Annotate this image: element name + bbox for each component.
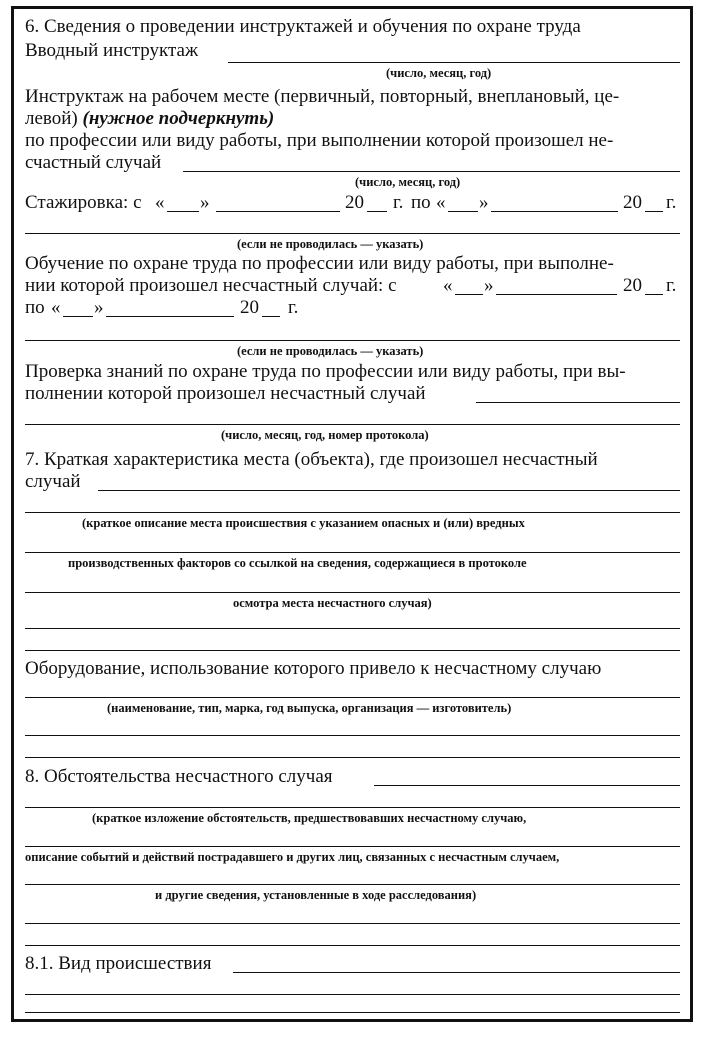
place-description-field[interactable]	[25, 512, 680, 513]
quote-close: »	[200, 192, 210, 213]
circumstances-field[interactable]	[374, 785, 680, 786]
training-start-day-field[interactable]	[455, 294, 483, 295]
quote-close: »	[484, 275, 494, 296]
section7-title: 7. Краткая характеристика места (объекта), где произошел несчастный	[25, 449, 598, 470]
equipment-field[interactable]	[25, 757, 680, 758]
year-prefix: 20	[623, 192, 642, 213]
quote-open: «	[155, 192, 165, 213]
year-prefix: 20	[345, 192, 364, 213]
equipment-field[interactable]	[25, 735, 680, 736]
place-description-field[interactable]	[25, 552, 680, 553]
place-description-field[interactable]	[25, 628, 680, 629]
training-end-month-field[interactable]	[106, 316, 234, 317]
not-held-caption: (если не проводилась — указать)	[237, 237, 424, 251]
place-caption: (краткое описание места происшествия с указанием опасных и (или) вредных	[82, 516, 525, 530]
quote-open: «	[51, 297, 61, 318]
section8-title: 8. Обстоятельства несчастного случая	[25, 766, 333, 787]
year-prefix: 20	[623, 275, 642, 296]
po-label: по	[25, 297, 45, 318]
circumstances-caption: (краткое изложение обстоятельств, предшествовавших несчастному случаю,	[92, 811, 527, 825]
year-suffix: г.	[288, 297, 299, 318]
equipment-caption: (наименование, тип, марка, год выпуска, организация — изготовитель)	[107, 701, 512, 715]
training-end-year-field[interactable]	[262, 316, 280, 317]
training-text: Обучение по охране труда по профессии или виду работы, при выполне-	[25, 253, 614, 274]
po-label: по	[411, 192, 431, 213]
place-caption: производственных факторов со ссылкой на сведения, содержащиеся в протоколе	[68, 556, 527, 570]
underline-note: (нужное подчеркнуть)	[82, 108, 275, 129]
date-caption: (число, месяц, год)	[386, 66, 492, 80]
internship-note-field[interactable]	[25, 233, 680, 234]
equipment-field[interactable]	[25, 697, 680, 698]
incident-type-field[interactable]	[25, 1012, 680, 1013]
section6-title: 6. Сведения о проведении инструктажей и обучения по охране труда	[25, 16, 581, 37]
year-suffix: г.	[393, 192, 404, 213]
intro-briefing-label: Вводный инструктаж	[25, 40, 199, 61]
workplace-briefing-text: по профессии или виду работы, при выполнении которой произошел не-	[25, 130, 614, 151]
year-suffix: г.	[666, 275, 677, 296]
internship-start-year-field[interactable]	[367, 211, 387, 212]
equipment-label: Оборудование, использование которого привело к несчастному случаю	[25, 658, 602, 679]
quote-close: »	[479, 192, 489, 213]
place-description-field[interactable]	[25, 650, 680, 651]
quote-open: «	[443, 275, 453, 296]
workplace-briefing-text: Инструктаж на рабочем месте (первичный, повторный, внеплановый, це-	[25, 86, 620, 107]
knowledge-check-text: Проверка знаний по охране труда по профессии или виду работы, при вы-	[25, 361, 626, 382]
circumstances-field[interactable]	[25, 846, 680, 847]
incident-type-field[interactable]	[233, 972, 680, 973]
protocol-caption: (число, месяц, год, номер протокола)	[221, 428, 429, 442]
internship-start-day-field[interactable]	[167, 211, 199, 212]
place-caption: осмотра места несчастного случая)	[233, 596, 432, 610]
incident-type-field[interactable]	[25, 994, 680, 995]
circumstances-field[interactable]	[25, 923, 680, 924]
place-description-field[interactable]	[98, 490, 680, 491]
circumstances-caption: описание событий и действий пострадавшего и других лиц, связанных с несчастным случаем,	[25, 850, 560, 864]
workplace-briefing-field[interactable]	[183, 171, 680, 172]
internship-start-month-field[interactable]	[216, 211, 340, 212]
knowledge-check-text: полнении которой произошел несчастный случай	[25, 383, 426, 404]
training-note-field[interactable]	[25, 340, 680, 341]
training-end-day-field[interactable]	[63, 316, 93, 317]
training-start-year-field[interactable]	[645, 294, 663, 295]
place-description-field[interactable]	[25, 592, 680, 593]
training-start-month-field[interactable]	[496, 294, 617, 295]
date-caption: (число, месяц, год)	[355, 175, 461, 189]
circumstances-caption: и другие сведения, установленные в ходе расследования)	[155, 888, 477, 902]
section81-title: 8.1. Вид происшествия	[25, 953, 212, 974]
internship-end-day-field[interactable]	[448, 211, 478, 212]
intro-briefing-field[interactable]	[228, 62, 680, 63]
internship-label: Стажировка: с	[25, 192, 142, 213]
knowledge-check-field[interactable]	[476, 402, 680, 403]
circumstances-field[interactable]	[25, 884, 680, 885]
circumstances-field[interactable]	[25, 945, 680, 946]
workplace-briefing-text: левой) (нужное подчеркнуть)	[25, 108, 275, 129]
circumstances-field[interactable]	[25, 807, 680, 808]
internship-end-month-field[interactable]	[491, 211, 618, 212]
training-text: нии которой произошел несчастный случай: с	[25, 275, 397, 296]
quote-close: »	[94, 297, 104, 318]
not-held-caption: (если не проводилась — указать)	[237, 344, 424, 358]
quote-open: «	[436, 192, 446, 213]
workplace-briefing-text: счастный случай	[25, 152, 162, 173]
year-prefix: 20	[240, 297, 259, 318]
knowledge-check-field-2[interactable]	[25, 424, 680, 425]
internship-end-year-field[interactable]	[645, 211, 663, 212]
section7-title: случай	[25, 471, 81, 492]
year-suffix: г.	[666, 192, 677, 213]
